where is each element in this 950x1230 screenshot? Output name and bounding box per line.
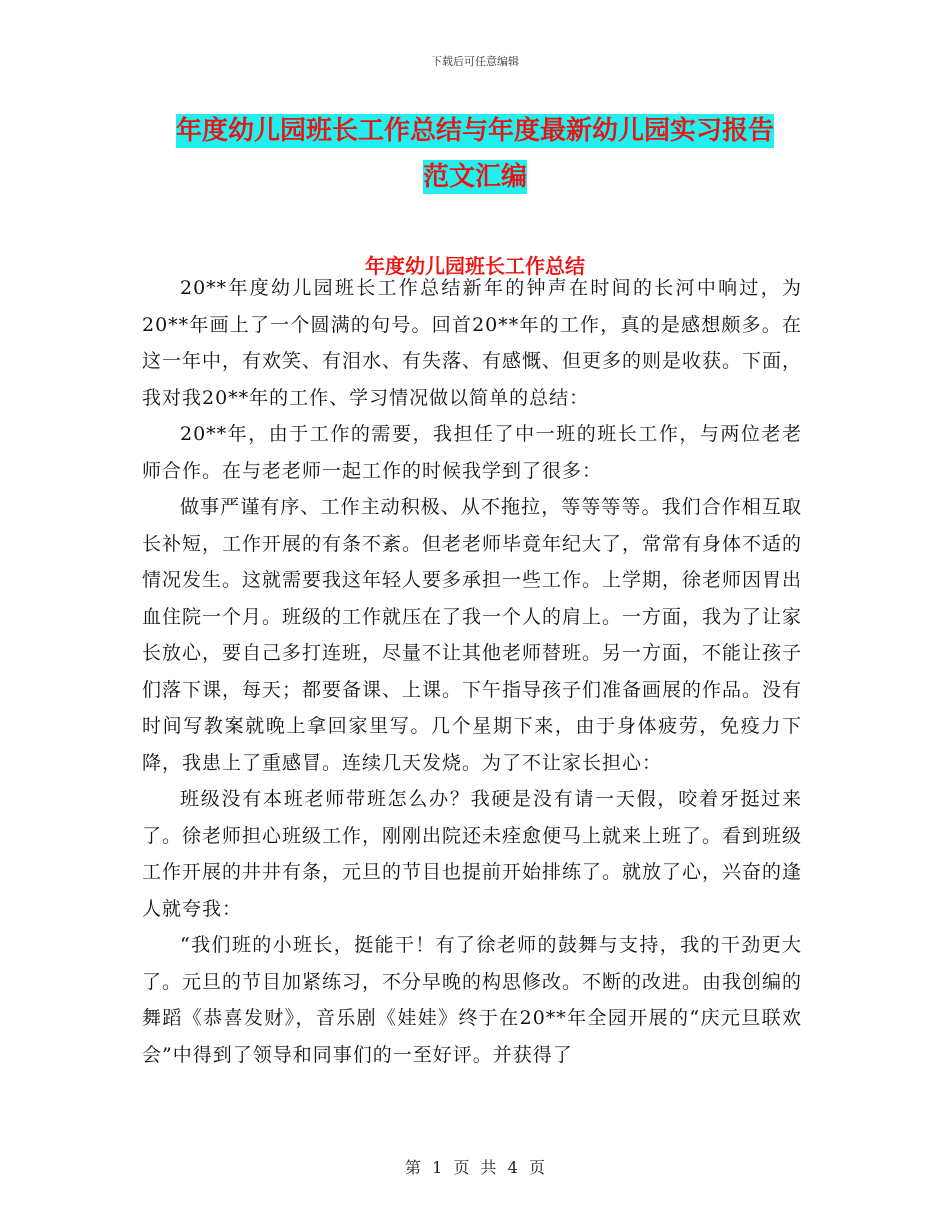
title-line-2: 范文汇编 <box>422 162 527 192</box>
paragraph: “我们班的小班长，挺能干！有了徐老师的鼓舞与支持，我的干劲更大了。元旦的节目加紧练习，不分早晚的构思修改。不断的改进。由我创编的舞蹈《恭喜发财》，音乐剧《娃娃》终于在20**年全园开展的“庆元旦联欢会”中得到了领导和同事们的一至好评。并获得了 <box>142 934 803 1066</box>
page-footer <box>0 1155 950 1178</box>
header-note: 下载后可任意编辑 <box>431 55 519 68</box>
paragraph: 做事严谨有序、工作主动积极、从不拖拉，等等等等。我们合作相互取长补短，工作开展的有条不紊。但老老师毕竟年纪大了，常常有身体不适的情况发生。这就需要我这年轻人要多承担一些工作。上学期，徐老师因胃出血住院一个月。班级的工作就压在了我一个人的肩上。一方面，我为了让家长放心，要自己多打连班，尽量不让其他老师替班。另一方面，不能让孩子们落下课，每天；都要备课、上课。下午指导孩子们准备画展的作品。没有时间写教案就晚上拿回家里写。几个星期下来，由于身体疲劳，免疫力下降，我患上了重感冒。连续几天发烧。为了不让家长担心： <box>142 496 803 774</box>
section-title: 年度幼儿园班长工作总结 <box>365 254 585 278</box>
footer-total-prefix: 共 <box>480 1158 497 1177</box>
footer-total-pages: 4 <box>507 1158 518 1177</box>
footer-total-unit: 页 <box>528 1158 545 1177</box>
footer-page-unit: 页 <box>453 1158 470 1177</box>
body-text <box>142 270 802 1073</box>
paragraph: 20**年，由于工作的需要，我担任了中一班的班长工作，与两位老老师合作。在与老老师一起工作的时候我学到了很多： <box>142 423 802 482</box>
document-title <box>120 108 830 200</box>
footer-page-number: 1 <box>432 1158 443 1177</box>
paragraph: 班级没有本班老师带班怎么办？我硬是没有请一天假，咬着牙挺过来了。徐老师担心班级工作，刚刚出院还未痊愈便马上就来上班了。看到班级工作开展的井井有条，元旦的节目也提前开始排练了。就放了心，兴奋的逢人就夸我： <box>142 788 803 920</box>
footer-prefix: 第 <box>405 1158 422 1177</box>
title-line-1: 年度幼儿园班长工作总结与年度最新幼儿园实习报告 <box>175 116 774 146</box>
paragraph: 20**年度幼儿园班长工作总结新年的钟声在时间的长河中响过，为20**年画上了一个圆满的句号。回首20**年的工作，真的是感想颇多。在这一年中，有欢笑、有泪水、有失落、有感慨、但更多的则是收获。下面，我对我20**年的工作、学习情况做以简单的总结： <box>142 277 803 409</box>
